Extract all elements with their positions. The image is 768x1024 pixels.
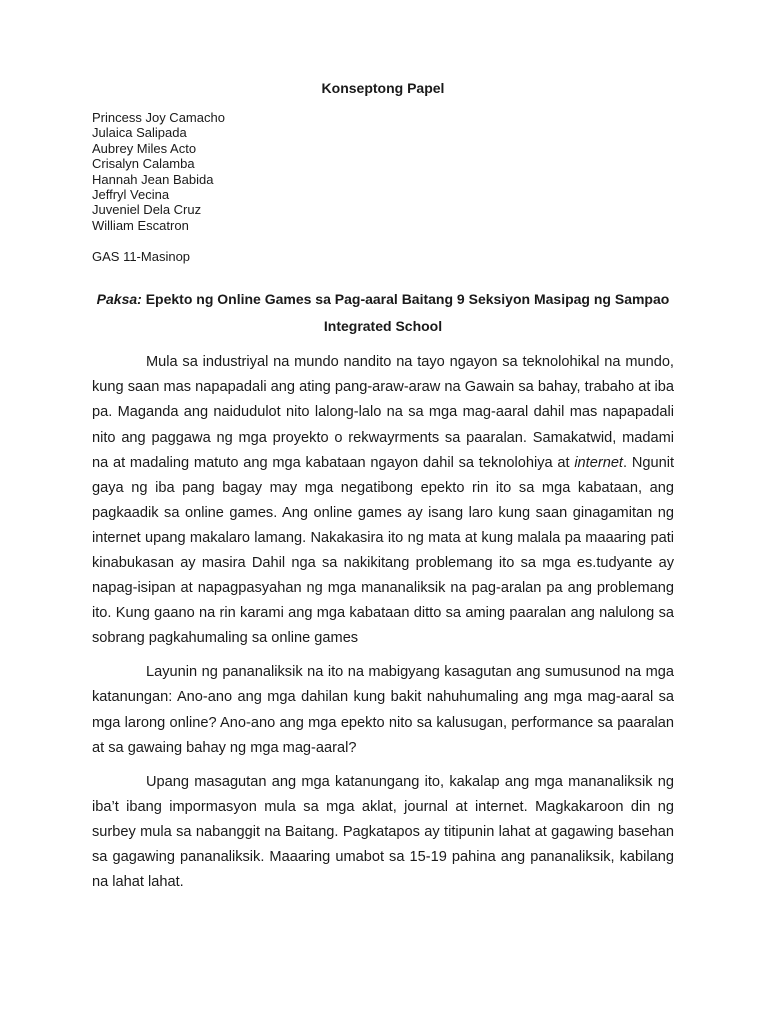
document-page xyxy=(92,80,674,895)
author-name: Julaica Salipada xyxy=(92,125,187,141)
class-section: GAS 11-Masinop xyxy=(92,249,191,265)
paragraph-text: Mula sa industriyal na mundo nandito na tayo ngayon sa teknolohikal na mundo, kung saan mas napapadali ang ating pang-araw-araw na Gawain sa bahay, trabaho at iba pa. Maganda ang naidudulot nito lalong-lalo na sa mga mag-aaral dahil mas napapadali nito ang paggawa ng mga proyekto o rekwayrments sa paaralan. Samakatwid, madami na at madaling matuto ang mga kabataan ngayon dahil sa teknolohiya at xyxy=(92,354,674,471)
topic-label: Paksa: xyxy=(96,291,142,308)
author-name: Princess Joy Camacho xyxy=(92,110,225,125)
body-paragraph-3: Upang masagutan ang mga katanungang ito, kakalap ang mga mananaliksik ng iba’t ibang impormasyon mula sa mga aklat, journal at internet. Magkakaroon din ng surbey mula sa nabanggit na Baitang. Pagkatapos ay titipunin lahat at gagawing basehan sa gagawing pananaliksik. Maaaring umabot sa 15-19 pahina ang pananaliksik, kabilang na lahat lahat. xyxy=(92,773,674,891)
author-name: Jeffryl Vecina xyxy=(92,187,170,203)
paragraph-text: . Ngunit gaya ng iba pang bagay may mga negatibong epekto rin ito sa mga kabataan, ang pagkaadik sa online games. Ang online games ay isang laro kung saan ginagamitan ng internet upang makalaro lamang. Nakakasira ito ng mata at kung malala pa maaaring pati kinabukasan ay masira Dahil nga sa nakikitang problemang ito sa mga es.tudyante ay napag-isipan at napagpasyahan ng mga mananaliksik na pag-aralan pa ang problemang ito. Kung gaano na rin karami ang mga kabataan ditto sa aming paaralan ang nalulong sa sobrang pagkahumaling sa online games xyxy=(92,454,675,647)
body-paragraph-1 xyxy=(92,350,674,651)
author-name: William Escatron xyxy=(92,217,189,233)
author-name: Juveniel Dela Cruz xyxy=(92,202,202,218)
author-name: Crisalyn Calamba xyxy=(92,156,195,172)
author-list xyxy=(92,110,674,233)
topic-text: Epekto ng Online Games sa Pag-aaral Baitang 9 Seksiyon Masipag ng Sampao Integrated School xyxy=(145,291,670,335)
document-title: Konseptong Papel xyxy=(321,80,445,96)
author-name: Aubrey Miles Acto xyxy=(92,140,197,156)
body-paragraph-2: Layunin ng pananaliksik na ito na mabigyang kasagutan ang sumusunod na mga katanungan: Ano-ano ang mga dahilan kung bakit nahuhumaling ang mga mag-aaral sa mga larong online? Ano-ano ang mga epekto nito sa kalusugan, performance sa paaralan at sa gawaing bahay ng mga mag-aaral? xyxy=(92,664,674,756)
author-name: Hannah Jean Babida xyxy=(92,171,214,187)
emphasized-term: internet xyxy=(574,454,623,471)
topic-heading xyxy=(92,286,674,340)
